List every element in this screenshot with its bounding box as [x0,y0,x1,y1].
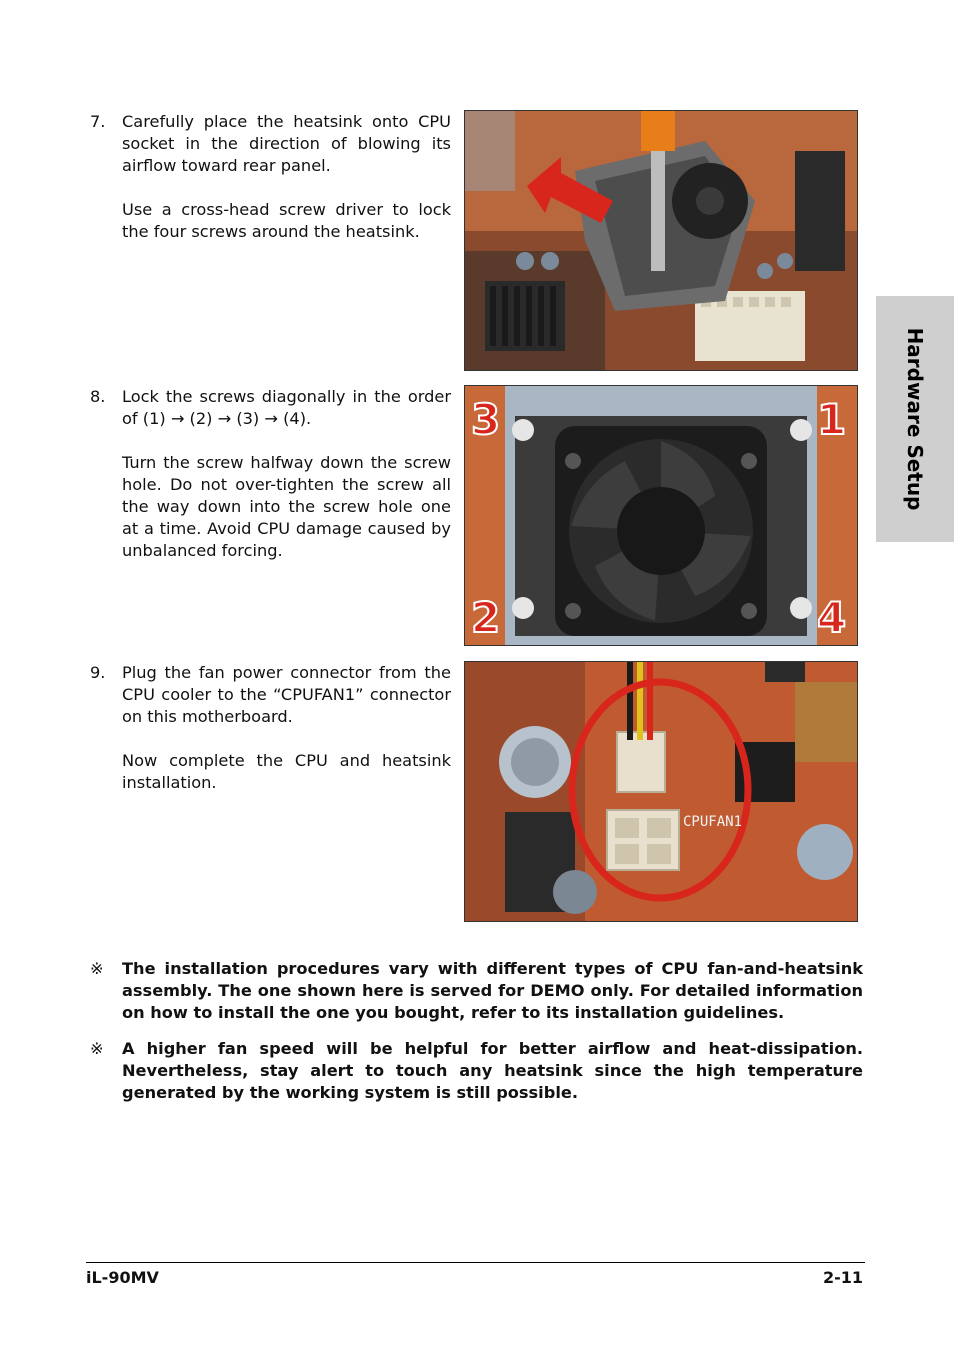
step-9 [86,662,451,816]
footer-divider [86,1262,865,1263]
step-number: 7. [90,112,106,131]
step-paragraph: Plug the fan power connector from the CPU cooler to the “CPUFAN1” connector on this motherboard. [122,663,451,726]
note-mark: ※ [90,1039,104,1058]
footer-model: iL-90MV [86,1268,159,1287]
side-tab-label: Hardware Setup [903,327,927,511]
fan-connector-photo [464,661,858,922]
screw-order-photo [464,385,858,646]
note-heat-warning [90,1038,863,1104]
footer-page-number: 2-11 [822,1268,863,1287]
connector-label: CPUFAN1 [683,814,743,830]
note-text: The installation procedures vary with different types of CPU fan-and-heatsink assembly. The one shown here is served for DEMO only. For detailed information on how to install the one you bought, refer to its installation guidelines. [122,959,863,1022]
step-paragraph: Use a cross-head screw driver to lock the four screws around the heatsink. [122,200,451,241]
note-mark: ※ [90,959,104,978]
step-paragraph: Carefully place the heatsink onto CPU socket in the direction of blowing its airflow toward rear panel. [122,112,451,175]
screw-label-3: 3 [471,395,501,444]
side-section-tab [876,296,954,542]
step-7 [86,111,451,265]
screw-label-4: 4 [817,593,847,642]
step-number: 8. [90,387,106,406]
heatsink-placement-photo [464,110,858,371]
screw-label-2: 2 [471,593,501,642]
step-8 [86,386,451,584]
step-paragraph: Lock the screws diagonally in the order of (1) → (2) → (3) → (4). [122,387,451,428]
step-paragraph: Now complete the CPU and heatsink installation. [122,751,451,792]
note-text: A higher fan speed will be helpful for better airflow and heat-dissipation. Nevertheless, stay alert to touch any heatsink since the high temperature generated by the working system is still possible. [122,1039,863,1102]
note-procedures [90,958,863,1024]
screw-label-1: 1 [817,395,847,444]
step-paragraph: Turn the screw halfway down the screw hole. Do not over-tighten the screw all the way down into the screw hole one at a time. Avoid CPU damage caused by unbalanced forcing. [122,453,451,560]
step-number: 9. [90,663,106,682]
